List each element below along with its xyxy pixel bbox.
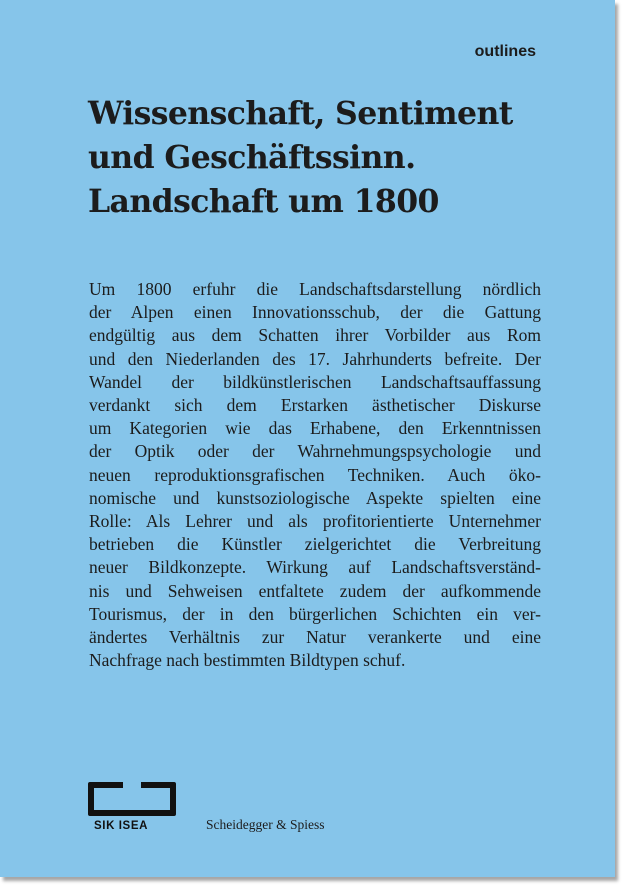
- abstract-line: der Optik oder der Wahrnehmungspsychologie und: [89, 441, 541, 462]
- abstract-line: und den Niederlanden des 17. Jahrhunderts befreite. Der: [89, 348, 541, 369]
- series-label: outlines: [474, 43, 536, 60]
- abstract-line: Um 1800 erfuhr die Landschaftsdarstellung nördlich: [89, 279, 541, 299]
- sik-isea-logo-icon: [88, 782, 176, 816]
- logo-text: SIK ISEA: [94, 820, 149, 832]
- sik-isea-logo: [88, 782, 176, 836]
- abstract-text: [89, 278, 541, 672]
- publisher-name: Scheidegger & Spiess: [206, 817, 325, 832]
- title-line: Wissenschaft, Sentiment: [88, 95, 513, 132]
- abstract-line: verdankt sich dem Erstarken ästhetischer Diskurse: [89, 395, 541, 416]
- abstract-line: der Alpen einen Innovationsschub, der die Gattung: [89, 302, 541, 323]
- abstract-line: nomische und kunstsoziologische Aspekte spielten eine: [89, 487, 541, 508]
- abstract-line: neuer Bildkonzepte. Wirkung auf Landschaftsverständ-: [89, 557, 541, 578]
- abstract-line: Tourismus, der in den bürgerlichen Schichten ein ver-: [89, 603, 541, 624]
- abstract-line: Rolle: Als Lehrer und als profitorientierte Unternehmer: [89, 511, 541, 532]
- abstract-line: betrieben die Künstler zielgerichtet die Verbreitung: [89, 534, 541, 555]
- title-line: Landschaft um 1800: [88, 183, 439, 220]
- abstract-line: neuen reproduktionsgrafischen Techniken. Auch öko-: [89, 464, 541, 485]
- title-line: und Geschäftssinn.: [88, 139, 416, 176]
- abstract-line: um Kategorien wie das Erhabene, den Erkenntnissen: [89, 418, 541, 439]
- abstract-line: Nachfrage nach bestimmten Bildtypen schuf.: [89, 650, 406, 671]
- abstract-line: ändertes Verhältnis zur Natur verankerte und eine: [89, 627, 541, 648]
- abstract-line: endgültig aus dem Schatten ihrer Vorbilder aus Rom: [89, 325, 541, 346]
- abstract-line: Wandel der bildkünstlerischen Landschaftsauffassung: [89, 371, 541, 392]
- book-title: [88, 92, 558, 224]
- abstract-line: nis und Sehweisen entfaltete zudem der aufkommende: [89, 580, 541, 601]
